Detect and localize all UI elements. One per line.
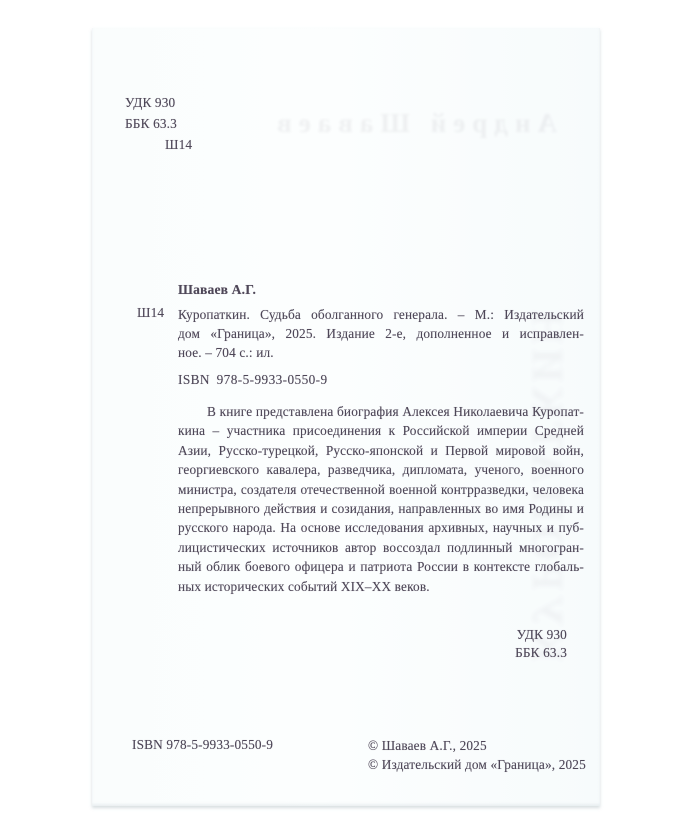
annotation-line: лицистических источников автор воссоздал подлинный многогран- bbox=[178, 539, 584, 555]
scanned-book-page bbox=[92, 28, 600, 806]
annotation-line: непрерывного действия и созидания, направленных во имя Родины и bbox=[178, 501, 584, 517]
udk-code-bottom: УДК 930 bbox=[516, 627, 567, 642]
bottom-catalog-codes bbox=[452, 626, 567, 661]
annotation-paragraph bbox=[178, 402, 584, 596]
bibliographic-record-line: дом «Граница», 2025. Издание 2-е, дополненное и исправлен- bbox=[178, 326, 584, 342]
bibliographic-record-line: Куропаткин. Судьба оболганного генерала. – М.: Издательский bbox=[178, 307, 584, 322]
annotation-line: министра, создателя отечественной военной контрразведки, человека bbox=[178, 481, 584, 497]
annotation-line: Азии, Русско-турецкой, Русско-японской и Первой мировой войн, bbox=[178, 442, 584, 458]
annotation-line: В книге представлена биография Алексея Николаевича Куропат- bbox=[207, 404, 584, 419]
annotation-line: ный облик боевого офицера и патриота России в контексте глобаль- bbox=[178, 559, 584, 575]
catalog-code-label: Ш14 bbox=[137, 305, 165, 320]
bbk-code: ББК 63.3 bbox=[125, 116, 177, 131]
bbk-code-bottom: ББК 63.3 bbox=[515, 644, 567, 660]
annotation-line: русского народа. На основе исследования архивных, научных и пуб- bbox=[178, 520, 584, 536]
author-heading: Шаваев А.Г. bbox=[178, 282, 257, 297]
copyright-author: © Шаваев А.Г., 2025 bbox=[368, 738, 487, 753]
copyright-publisher: © Издательский дом «Граница», 2025 bbox=[368, 757, 586, 773]
showthrough-ghost-author: Андрей Шаваев bbox=[270, 108, 557, 138]
author-sign-code: Ш14 bbox=[165, 137, 193, 152]
annotation-line: ных исторических событий XIX–XX веков. bbox=[178, 578, 430, 594]
udk-code: УДК 930 bbox=[125, 95, 176, 110]
footer-isbn: ISBN 978-5-9933-0550-9 bbox=[132, 737, 274, 752]
bibliographic-record-line: ное. – 704 с.: ил. bbox=[178, 345, 274, 361]
annotation-line: кина – участника присоединения к Российской империи Средней bbox=[178, 423, 584, 439]
top-catalog-codes bbox=[125, 92, 192, 155]
bibliographic-record bbox=[178, 305, 584, 363]
annotation-line: георгиевского кавалера, разведчика, дипломата, ученого, военного bbox=[178, 462, 584, 478]
copyright-block bbox=[368, 736, 586, 774]
isbn-line: ISBN 978-5-9933-0550-9 bbox=[178, 372, 328, 387]
